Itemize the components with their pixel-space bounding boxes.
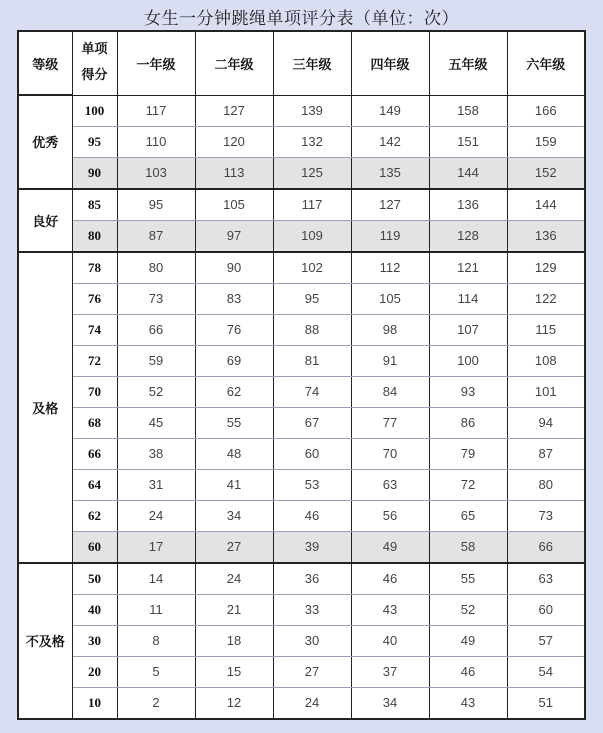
table-row: [18, 220, 585, 252]
value-cell-grade-4: 91: [351, 345, 429, 376]
table-row: [18, 126, 585, 157]
table-row: [18, 563, 585, 595]
value-cell-grade-1: 103: [117, 157, 195, 189]
header-grade-2: 二年级: [195, 31, 273, 95]
table-row: [18, 157, 585, 189]
value-cell-grade-5: 121: [429, 252, 507, 284]
value-cell-grade-5: 136: [429, 189, 507, 221]
value-cell-grade-6: 63: [507, 563, 585, 595]
score-cell: 76: [72, 283, 117, 314]
table-row: [18, 407, 585, 438]
value-cell-grade-3: 81: [273, 345, 351, 376]
value-cell-grade-4: 135: [351, 157, 429, 189]
value-cell-grade-2: 62: [195, 376, 273, 407]
value-cell-grade-6: 115: [507, 314, 585, 345]
value-cell-grade-1: 38: [117, 438, 195, 469]
value-cell-grade-4: 46: [351, 563, 429, 595]
value-cell-grade-5: 93: [429, 376, 507, 407]
score-cell: 95: [72, 126, 117, 157]
value-cell-grade-6: 80: [507, 469, 585, 500]
value-cell-grade-2: 127: [195, 95, 273, 126]
value-cell-grade-6: 66: [507, 531, 585, 563]
value-cell-grade-3: 74: [273, 376, 351, 407]
value-cell-grade-3: 125: [273, 157, 351, 189]
value-cell-grade-2: 105: [195, 189, 273, 221]
value-cell-grade-2: 24: [195, 563, 273, 595]
table-row: [18, 687, 585, 719]
table-row: [18, 252, 585, 284]
value-cell-grade-2: 97: [195, 220, 273, 252]
value-cell-grade-1: 59: [117, 345, 195, 376]
value-cell-grade-5: 128: [429, 220, 507, 252]
value-cell-grade-1: 66: [117, 314, 195, 345]
value-cell-grade-5: 158: [429, 95, 507, 126]
score-cell: 85: [72, 189, 117, 221]
value-cell-grade-6: 57: [507, 625, 585, 656]
header-score: [72, 31, 117, 95]
score-cell: 78: [72, 252, 117, 284]
page-title: 女生一分钟跳绳单项评分表（单位：次）: [144, 9, 459, 29]
value-cell-grade-1: 5: [117, 656, 195, 687]
table-body: [18, 95, 585, 719]
value-cell-grade-4: 127: [351, 189, 429, 221]
grade-label: 及格: [18, 252, 72, 563]
value-cell-grade-4: 37: [351, 656, 429, 687]
table-row: [18, 625, 585, 656]
value-cell-grade-5: 114: [429, 283, 507, 314]
value-cell-grade-4: 43: [351, 594, 429, 625]
value-cell-grade-1: 14: [117, 563, 195, 595]
value-cell-grade-5: 72: [429, 469, 507, 500]
value-cell-grade-3: 33: [273, 594, 351, 625]
score-cell: 100: [72, 95, 117, 126]
value-cell-grade-3: 24: [273, 687, 351, 719]
value-cell-grade-2: 83: [195, 283, 273, 314]
table-row: [18, 95, 585, 126]
value-cell-grade-2: 15: [195, 656, 273, 687]
score-table: [17, 30, 586, 720]
value-cell-grade-4: 56: [351, 500, 429, 531]
table-row: [18, 345, 585, 376]
value-cell-grade-1: 95: [117, 189, 195, 221]
value-cell-grade-3: 132: [273, 126, 351, 157]
header-score-line2: 得分: [81, 68, 108, 84]
value-cell-grade-2: 18: [195, 625, 273, 656]
value-cell-grade-2: 113: [195, 157, 273, 189]
value-cell-grade-4: 112: [351, 252, 429, 284]
score-cell: 64: [72, 469, 117, 500]
value-cell-grade-6: 122: [507, 283, 585, 314]
score-cell: 80: [72, 220, 117, 252]
table-row: [18, 656, 585, 687]
score-cell: 62: [72, 500, 117, 531]
value-cell-grade-2: 76: [195, 314, 273, 345]
value-cell-grade-3: 53: [273, 469, 351, 500]
table-row: [18, 376, 585, 407]
value-cell-grade-4: 84: [351, 376, 429, 407]
score-cell: 60: [72, 531, 117, 563]
score-cell: 72: [72, 345, 117, 376]
value-cell-grade-4: 142: [351, 126, 429, 157]
table-row: [18, 500, 585, 531]
value-cell-grade-6: 144: [507, 189, 585, 221]
value-cell-grade-2: 48: [195, 438, 273, 469]
value-cell-grade-4: 105: [351, 283, 429, 314]
value-cell-grade-3: 102: [273, 252, 351, 284]
value-cell-grade-6: 73: [507, 500, 585, 531]
value-cell-grade-5: 65: [429, 500, 507, 531]
value-cell-grade-6: 54: [507, 656, 585, 687]
value-cell-grade-5: 52: [429, 594, 507, 625]
value-cell-grade-5: 55: [429, 563, 507, 595]
value-cell-grade-1: 117: [117, 95, 195, 126]
value-cell-grade-3: 88: [273, 314, 351, 345]
header-score-line1: 单项: [81, 42, 108, 58]
score-cell: 70: [72, 376, 117, 407]
value-cell-grade-3: 27: [273, 656, 351, 687]
value-cell-grade-4: 77: [351, 407, 429, 438]
header-grade-3: 三年级: [273, 31, 351, 95]
value-cell-grade-6: 166: [507, 95, 585, 126]
value-cell-grade-3: 67: [273, 407, 351, 438]
value-cell-grade-5: 46: [429, 656, 507, 687]
table-row: [18, 531, 585, 563]
table-row: [18, 189, 585, 221]
score-cell: 30: [72, 625, 117, 656]
value-cell-grade-1: 2: [117, 687, 195, 719]
value-cell-grade-6: 94: [507, 407, 585, 438]
value-cell-grade-6: 51: [507, 687, 585, 719]
table-row: [18, 314, 585, 345]
value-cell-grade-1: 73: [117, 283, 195, 314]
value-cell-grade-5: 151: [429, 126, 507, 157]
value-cell-grade-4: 34: [351, 687, 429, 719]
value-cell-grade-6: 152: [507, 157, 585, 189]
value-cell-grade-4: 149: [351, 95, 429, 126]
value-cell-grade-4: 98: [351, 314, 429, 345]
value-cell-grade-5: 100: [429, 345, 507, 376]
value-cell-grade-6: 129: [507, 252, 585, 284]
score-cell: 68: [72, 407, 117, 438]
value-cell-grade-1: 80: [117, 252, 195, 284]
value-cell-grade-1: 45: [117, 407, 195, 438]
value-cell-grade-2: 69: [195, 345, 273, 376]
value-cell-grade-6: 101: [507, 376, 585, 407]
value-cell-grade-5: 49: [429, 625, 507, 656]
value-cell-grade-1: 31: [117, 469, 195, 500]
value-cell-grade-6: 87: [507, 438, 585, 469]
value-cell-grade-4: 63: [351, 469, 429, 500]
grade-label: 不及格: [18, 563, 72, 719]
table-row: [18, 438, 585, 469]
value-cell-grade-3: 117: [273, 189, 351, 221]
value-cell-grade-4: 119: [351, 220, 429, 252]
table-row: [18, 594, 585, 625]
value-cell-grade-2: 12: [195, 687, 273, 719]
value-cell-grade-1: 110: [117, 126, 195, 157]
value-cell-grade-2: 21: [195, 594, 273, 625]
value-cell-grade-3: 139: [273, 95, 351, 126]
value-cell-grade-1: 8: [117, 625, 195, 656]
header-grade-1: 一年级: [117, 31, 195, 95]
value-cell-grade-1: 87: [117, 220, 195, 252]
value-cell-grade-5: 144: [429, 157, 507, 189]
value-cell-grade-2: 27: [195, 531, 273, 563]
value-cell-grade-4: 40: [351, 625, 429, 656]
header-grade-6: 六年级: [507, 31, 585, 95]
score-cell: 40: [72, 594, 117, 625]
header-grade: 等级: [18, 31, 72, 95]
value-cell-grade-6: 60: [507, 594, 585, 625]
value-cell-grade-1: 17: [117, 531, 195, 563]
score-cell: 90: [72, 157, 117, 189]
value-cell-grade-1: 24: [117, 500, 195, 531]
score-cell: 20: [72, 656, 117, 687]
value-cell-grade-3: 46: [273, 500, 351, 531]
header-grade-4: 四年级: [351, 31, 429, 95]
score-cell: 66: [72, 438, 117, 469]
value-cell-grade-2: 90: [195, 252, 273, 284]
table-row: [18, 469, 585, 500]
value-cell-grade-3: 60: [273, 438, 351, 469]
score-cell: 10: [72, 687, 117, 719]
value-cell-grade-6: 159: [507, 126, 585, 157]
value-cell-grade-4: 49: [351, 531, 429, 563]
value-cell-grade-1: 52: [117, 376, 195, 407]
grade-label: 优秀: [18, 95, 72, 189]
value-cell-grade-3: 109: [273, 220, 351, 252]
value-cell-grade-5: 43: [429, 687, 507, 719]
value-cell-grade-2: 120: [195, 126, 273, 157]
value-cell-grade-2: 34: [195, 500, 273, 531]
value-cell-grade-1: 11: [117, 594, 195, 625]
value-cell-grade-3: 30: [273, 625, 351, 656]
value-cell-grade-6: 136: [507, 220, 585, 252]
value-cell-grade-5: 107: [429, 314, 507, 345]
value-cell-grade-5: 79: [429, 438, 507, 469]
table-row: [18, 283, 585, 314]
value-cell-grade-5: 58: [429, 531, 507, 563]
header-grade-5: 五年级: [429, 31, 507, 95]
value-cell-grade-3: 95: [273, 283, 351, 314]
value-cell-grade-3: 36: [273, 563, 351, 595]
value-cell-grade-2: 55: [195, 407, 273, 438]
value-cell-grade-4: 70: [351, 438, 429, 469]
score-cell: 74: [72, 314, 117, 345]
value-cell-grade-6: 108: [507, 345, 585, 376]
value-cell-grade-2: 41: [195, 469, 273, 500]
value-cell-grade-5: 86: [429, 407, 507, 438]
grade-label: 良好: [18, 189, 72, 252]
score-cell: 50: [72, 563, 117, 595]
header-row: [18, 31, 585, 95]
value-cell-grade-3: 39: [273, 531, 351, 563]
